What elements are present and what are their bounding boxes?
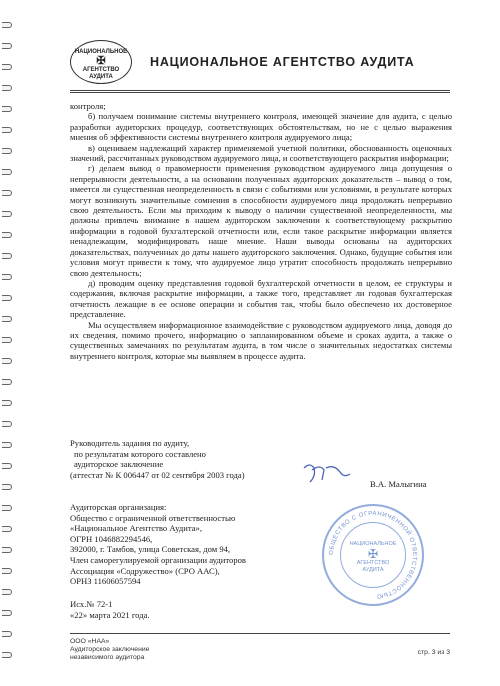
sig-line-1: Руководитель задания по аудиту, — [70, 438, 190, 448]
signer-name: В.А. Малыгина — [370, 479, 427, 489]
auditor-signature-block — [70, 438, 245, 480]
logo-text-1: НАЦИОНАЛЬНОЕ — [74, 49, 128, 55]
stamp-text-1: НАЦИОНАЛЬНОЕ — [349, 541, 397, 547]
letterhead — [70, 40, 450, 84]
org-line-5: 392000, г. Тамбов, улица Советская, дом 94, — [70, 544, 231, 555]
stamp-center — [340, 522, 406, 588]
org-line-3: «Национальное Агентство Аудита», — [70, 523, 203, 534]
company-logo — [70, 40, 132, 84]
org-line-7: Ассоциация «Содружество» (СРО ААС), — [70, 565, 220, 576]
paragraph-control-end: контроля; — [70, 101, 106, 111]
stamp-eagle-icon: ✠ — [367, 547, 379, 561]
paragraph-v: в) оцениваем надлежащий характер применяемой учетной политики, обоснованность оценочных значений, рассчитанных руководством аудируемого лица, и соответствующего раскрытия информации; — [70, 142, 452, 164]
outgoing-date: «22» марта 2021 года. — [70, 609, 150, 620]
org-line-1: Аудиторская организация: — [70, 502, 167, 512]
organization-block — [70, 502, 246, 587]
logo-text-2: АГЕНТСТВО — [82, 67, 120, 73]
org-line-8: ОРНЗ 11606057594 — [70, 576, 141, 587]
paragraph-interaction: Мы осуществляем информационное взаимодействие с руководством аудируемого лица, доводя до их сведения, помимо прочего, информацию о запланированном объеме и сроках аудита, а также о существенных замечаниях по результатам аудита, в том числе о значительных недостатках системы внутреннего контроля, которые мы выявляем в процессе аудита. — [70, 319, 452, 361]
outgoing-number: Исх.№ 72-1 — [70, 599, 113, 609]
page-footer — [70, 638, 450, 662]
sig-line-3: аудиторское заключение — [74, 459, 164, 470]
stamp-text-3: АУДИТА — [362, 567, 384, 573]
header-rule — [70, 90, 450, 91]
page-number: стр. 3 из 3 — [417, 649, 450, 656]
sig-line-2: по результатам которого составлено — [74, 448, 206, 459]
footer-rule — [70, 633, 450, 634]
handwritten-signature — [300, 460, 355, 488]
logo-text-3: АУДИТА — [89, 74, 113, 80]
spiral-binding — [0, 0, 14, 686]
org-line-4: ОГРН 1046882294546, — [70, 533, 153, 544]
paragraph-g: г) делаем вывод о правомерности применения руководством аудируемого лица допущения о непрерывности деятельности, а на основании полученных аудиторских доказательств – вывод о том, имеется ли существенная неопределенность в связи с событиями или условиями, в результате которых могут возникнуть значительные сомнения в способности аудируемого лица продолжать непрерывно свою деятельность. Если мы приходим к выводу о наличии существенной неопределенности, мы должны привлечь внимание в нашем аудиторском заключении к соответствующему раскрытию информации в годовой бухгалтерской отчетности или, если такое раскрытие информации является ненадлежащим, модифицировать наше мнение. Наши выводы основаны на аудиторских доказательствах, полученных до даты нашего аудиторского заключения. Однако, будущие события или условия могут привести к тому, что аудируемое лицо утратит способность продолжать непрерывно свою деятельность; — [70, 163, 452, 278]
paragraph-b: б) получаем понимание системы внутреннего контроля, имеющей значение для аудита, с целью разработки аудиторских процедур, соответствующих обстоятельствам, но не с целью выражения мнения об эффективности системы внутреннего контроля аудируемого лица; — [70, 111, 452, 143]
paragraph-d: д) проводим оценку представления годовой бухгалтерской отчетности в целом, ее структуры и содержания, включая раскрытие информации, а также того, представляет ли годовая бухгалтерская отчетность лежащие в ее основе операции и события так, чтобы было обеспечено их достоверное представление. — [70, 277, 452, 320]
stamp-text-2: АГЕНТСТВО — [356, 560, 390, 566]
header-rule-thin — [70, 92, 450, 93]
footer-line-1: ООО «НАА» — [70, 638, 110, 645]
org-line-2: Общество с ограниченной ответственностью — [70, 512, 236, 523]
footer-line-2: Аудиторское заключение — [70, 646, 150, 653]
report-body — [70, 101, 452, 361]
company-stamp — [322, 504, 424, 606]
footer-line-3: независимого аудитора — [70, 654, 145, 661]
org-line-6: Член саморегулируемой организации аудиторов — [70, 554, 246, 565]
stamp-ring-text: ОБЩЕСТВО С ОГРАНИЧЕННОЙ ОТВЕТСТВЕННОСТЬЮ — [328, 510, 418, 599]
sig-line-4: (аттестат № К 006447 от 02 сентября 2003 года) — [70, 469, 245, 480]
outgoing-reference — [70, 599, 150, 620]
org-name-heading: НАЦИОНАЛЬНОЕ АГЕНТСТВО АУДИТА — [150, 55, 415, 69]
eagle-icon: ✠ — [96, 55, 106, 67]
